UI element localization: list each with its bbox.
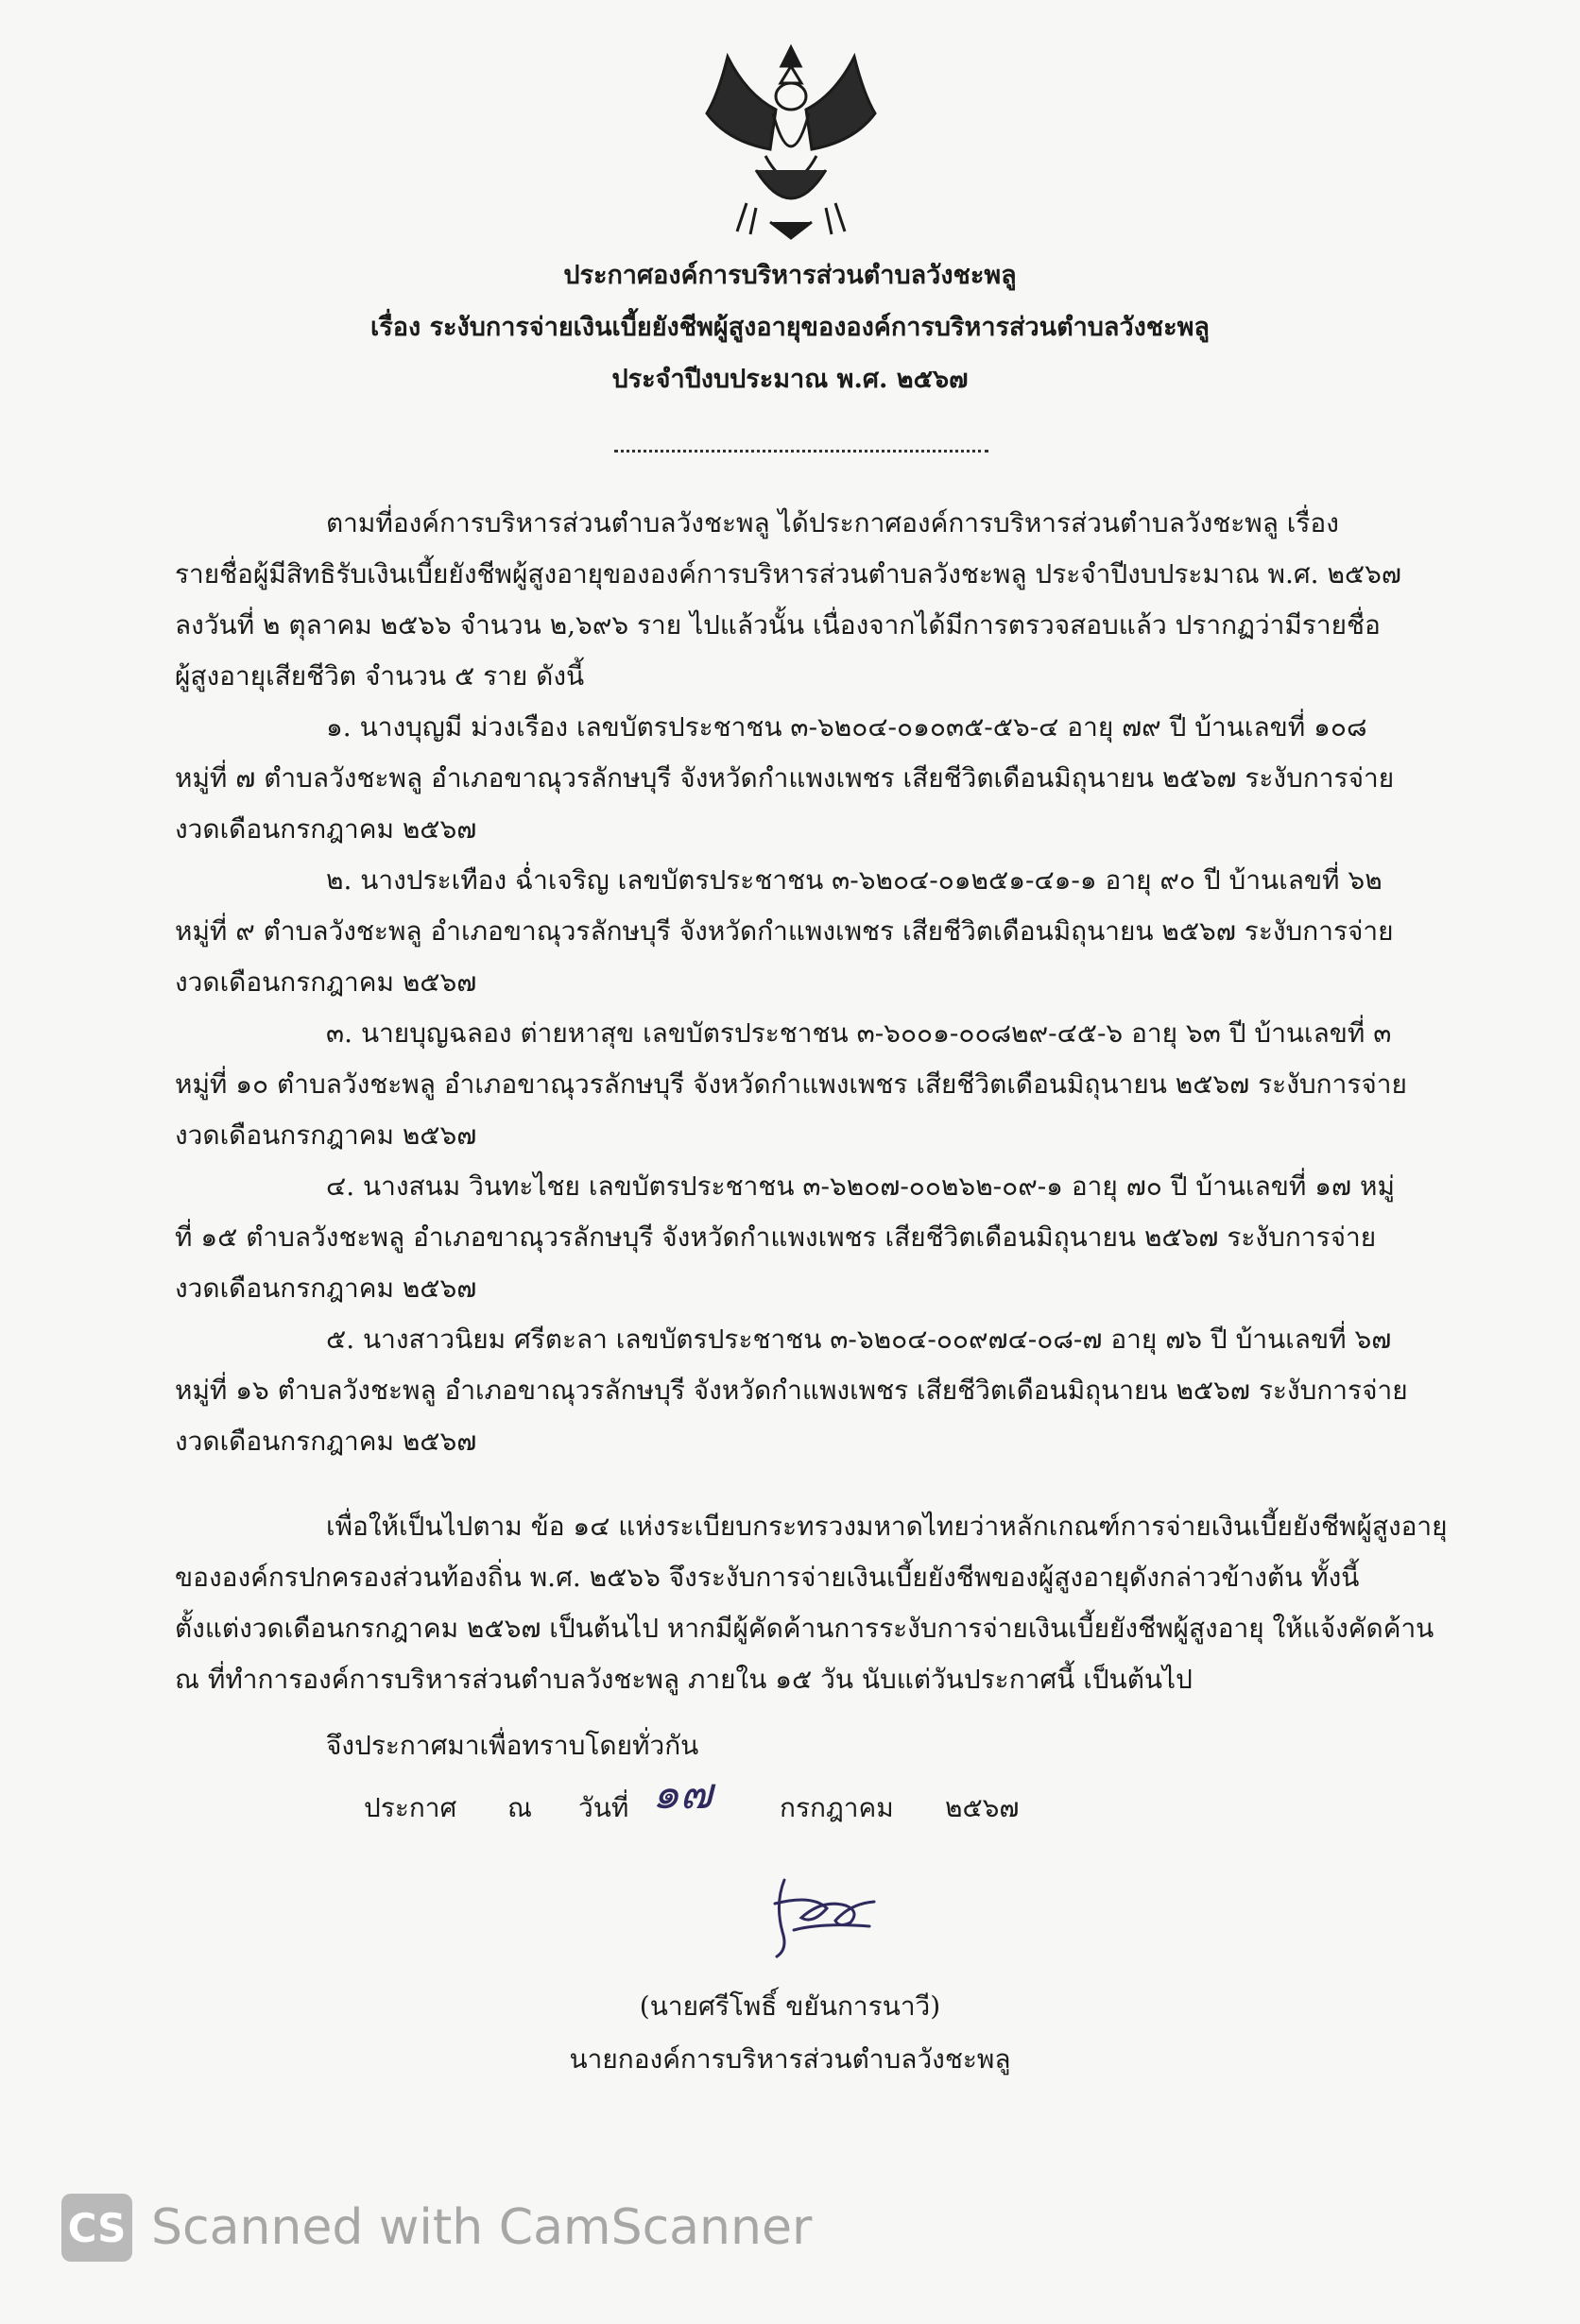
text-line: รายชื่อผู้มีสิทธิรับเงินเบี้ยยังชีพผู้สูงอายุขององค์การบริหารส่วนตำบลวังชะพลู ประจำปีงบประมาณ พ.ศ. ๒๕๖๗ [175, 558, 1401, 590]
text-line: ตั้งแต่งวดเดือนกรกฎาคม ๒๕๖๗ เป็นต้นไป หากมีผู้คัดค้านการระงับการจ่ายเงินเบี้ยยังชีพผู้สูงอายุ ให้แจ้งคัดค้าน [175, 1613, 1434, 1644]
divider-dots [614, 450, 988, 453]
text-line: ที่ ๑๕ ตำบลวังชะพลู อำเภอขาณุวรลักษบุรี จังหวัดกำแพงเพชร เสียชีวิตเดือนมิถุนายน ๒๕๖๗ ระงับการจ่าย [175, 1222, 1377, 1253]
garuda-emblem [690, 38, 892, 241]
camscanner-logo-icon: CS [61, 2194, 132, 2262]
text-line: ผู้สูงอายุเสียชีวิต จำนวน ๕ ราย ดังนี้ [175, 660, 585, 692]
text-line: ๑. นางบุญมี ม่วงเรือง เลขบัตรประชาชน ๓-๖๒๐๔-๐๑๐๓๕-๕๖-๔ อายุ ๗๙ ปี บ้านเลขที่ ๑๐๘ [326, 711, 1367, 743]
text-line: หมู่ที่ ๙ ตำบลวังชะพลู อำเภอขาณุวรลักษบุรี จังหวัดกำแพงเพชร เสียชีวิตเดือนมิถุนายน ๒๕๖๗ ระงับการจ่าย [175, 915, 1394, 947]
text-line: งวดเดือนกรกฎาคม ๒๕๖๗ [175, 1273, 477, 1304]
text-line: ลงวันที่ ๒ ตุลาคม ๒๕๖๖ จำนวน ๒,๖๙๖ ราย ไปแล้วนั้น เนื่องจากได้มีการตรวจสอบแล้ว ปรากฏว่ามีรายชื่อ [175, 609, 1381, 641]
text-line: ๕. นางสาวนิยม ศรีตะลา เลขบัตรประชาชน ๓-๖๒๐๔-๐๐๙๗๔-๐๘-๗ อายุ ๗๖ ปี บ้านเลขที่ ๖๗ [326, 1324, 1392, 1355]
announcement-subject: เรื่อง ระงับการจ่ายเงินเบี้ยยังชีพผู้สูงอายุขององค์การบริหารส่วนตำบลวังชะพลู [370, 313, 1210, 342]
text-line: ขององค์กรปกครองส่วนท้องถิ่น พ.ศ. ๒๕๖๖ จึงระงับการจ่ายเงินเบี้ยยังชีพของผู้สูงอายุดังกล่าวข้างต้น ทั้งนี้ [175, 1562, 1360, 1593]
text-line: ตามที่องค์การบริหารส่วนตำบลวังชะพลู ได้ประกาศองค์การบริหารส่วนตำบลวังชะพลู เรื่อง [326, 507, 1339, 538]
signer-name: (นายศรีโพธิ์ ขยันการนาวี) [639, 1991, 941, 2022]
closing-paragraph [175, 1501, 1448, 1705]
date-word-announce: ประกาศ [364, 1792, 457, 1823]
announce-line: จึงประกาศมาเพื่อทราบโดยทั่วกัน [326, 1730, 699, 1761]
text-line: หมู่ที่ ๑๖ ตำบลวังชะพลู อำเภอขาณุวรลักษบุรี จังหวัดกำแพงเพชร เสียชีวิตเดือนมิถุนายน ๒๕๖๗ ระงับการจ่าย [175, 1375, 1408, 1406]
handwritten-day: ๑๗ [652, 1768, 713, 1819]
text-line: งวดเดือนกรกฎาคม ๒๕๖๗ [175, 966, 477, 998]
camscanner-watermark [61, 2194, 812, 2262]
text-line: ๓. นายบุญฉลอง ต่ายหาสุข เลขบัตรประชาชน ๓-๖๐๐๑-๐๐๘๒๙-๔๕-๖ อายุ ๖๓ ปี บ้านเลขที่ ๓ [326, 1017, 1392, 1049]
date-year: ๒๕๖๗ [945, 1792, 1020, 1823]
text-line: งวดเดือนกรกฎาคม ๒๕๖๗ [175, 1426, 477, 1457]
signer-title: นายกองค์การบริหารส่วนตำบลวังชะพลู [569, 2043, 1011, 2075]
text-line: เพื่อให้เป็นไปตาม ข้อ ๑๔ แห่งระเบียบกระทรวงมหาดไทยว่าหลักเกณฑ์การจ่ายเงินเบี้ยยังชีพผู้สูงอายุ [326, 1511, 1448, 1542]
text-line: หมู่ที่ ๑๐ ตำบลวังชะพลู อำเภอขาณุวรลักษบุรี จังหวัดกำแพงเพชร เสียชีวิตเดือนมิถุนายน ๒๕๖๗ ระงับการจ่าย [175, 1068, 1407, 1100]
text-line: ณ ที่ทำการองค์การบริหารส่วนตำบลวังชะพลู ภายใน ๑๕ วัน นับแต่วันประกาศนี้ เป็นต้นไป [175, 1664, 1193, 1695]
date-word-day: วันที่ [578, 1792, 629, 1823]
signature [756, 1866, 888, 1960]
text-line: งวดเดือนกรกฎาคม ๒๕๖๗ [175, 1119, 477, 1151]
announcement-title: ประกาศองค์การบริหารส่วนตำบลวังชะพลู [563, 261, 1017, 290]
text-line: งวดเดือนกรกฎาคม ๒๕๖๗ [175, 813, 477, 845]
list-item [175, 1008, 1432, 1161]
fiscal-year: ประจำปีงบประมาณ พ.ศ. ๒๕๖๗ [611, 365, 969, 394]
date-word-at: ณ [507, 1792, 532, 1823]
text-line: ๔. นางสนม วินทะไชย เลขบัตรประชาชน ๓-๖๒๐๗-๐๐๒๖๒-๐๙-๑ อายุ ๗๐ ปี บ้านเลขที่ ๑๗ หมู่ [326, 1171, 1395, 1202]
text-line: ๒. นางประเทือง ฉ่ำเจริญ เลขบัตรประชาชน ๓-๖๒๐๔-๐๑๒๕๑-๔๑-๑ อายุ ๙๐ ปี บ้านเลขที่ ๖๒ [326, 864, 1382, 896]
intro-paragraph [175, 498, 1432, 702]
text-line: หมู่ที่ ๗ ตำบลวังชะพลู อำเภอขาณุวรลักษบุรี จังหวัดกำแพงเพชร เสียชีวิตเดือนมิถุนายน ๒๕๖๗ ระงับการจ่าย [175, 762, 1395, 794]
list-item [175, 702, 1432, 855]
list-item [175, 855, 1432, 1008]
camscanner-text: Scanned with CamScanner [151, 2199, 813, 2256]
list-item [175, 1314, 1432, 1467]
list-item [175, 1161, 1432, 1314]
date-month: กรกฎาคม [780, 1792, 894, 1823]
